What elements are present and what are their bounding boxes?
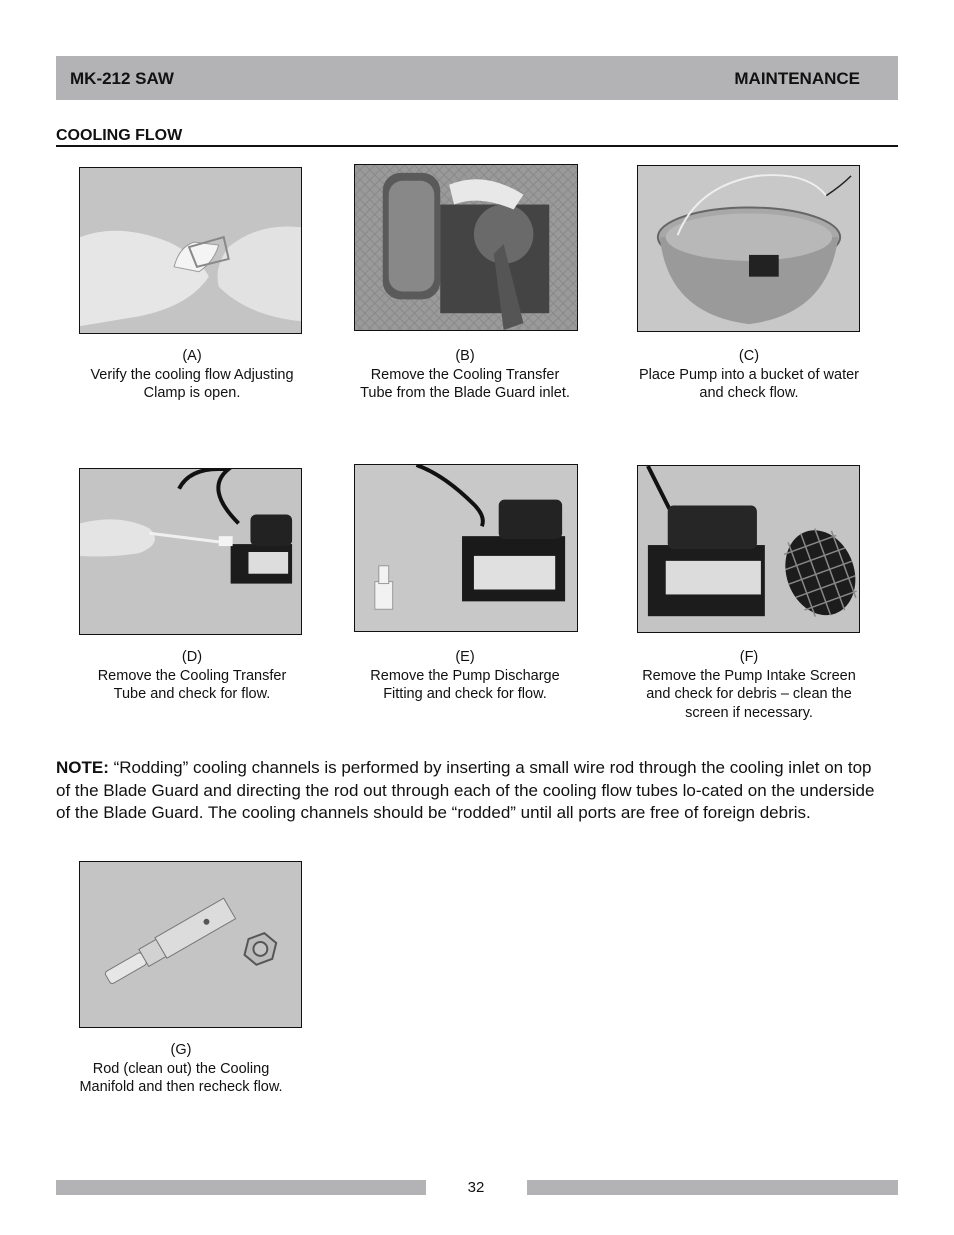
photo-c-pump-bucket [637, 165, 860, 332]
chapter-title: MAINTENANCE [734, 69, 860, 88]
photo-f-intake-screen [637, 465, 860, 633]
caption-a [56, 347, 328, 403]
footer-bar-right [527, 1180, 898, 1195]
note-label: NOTE: [56, 758, 109, 777]
caption-letter: (G) [170, 1042, 192, 1058]
caption-letter: (C) [738, 348, 760, 364]
caption-g [46, 1041, 316, 1097]
caption-line: Place Pump into a bucket of water [638, 366, 860, 383]
caption-line: Tube from the Blade Guard inlet. [360, 385, 570, 401]
caption-e [330, 648, 600, 704]
caption-line: and check for debris – clean the [646, 686, 852, 702]
caption-d [56, 648, 328, 704]
caption-c [614, 347, 884, 403]
caption-line: and check flow. [699, 385, 799, 401]
photo-g-cleanout-rod [79, 861, 302, 1028]
caption-line: Remove the Cooling Transfer [370, 366, 560, 383]
caption-line: Fitting and check for flow. [383, 686, 547, 702]
caption-line: Remove the Pump Discharge [370, 667, 560, 684]
caption-letter: (D) [181, 649, 203, 665]
caption-b [330, 347, 600, 403]
note-paragraph [56, 757, 886, 825]
page-number: 32 [467, 1179, 485, 1196]
caption-line: Remove the Cooling Transfer [97, 667, 287, 684]
section-divider [56, 145, 898, 147]
caption-letter: (A) [182, 348, 202, 364]
photo-a-hands-clamp [79, 167, 302, 334]
note-text: “Rodding” cooling channels is performed by inserting a small wire rod through the cooling inlet on top of the Blade Guard and directing the rod out through each of the cooling flow tubes lo-cated on the underside of the Blade Guard. The cooling channels should be “rodded” until all ports are free of foreign debris. [56, 758, 875, 822]
caption-line: Clamp is open. [143, 385, 241, 401]
caption-letter: (B) [455, 348, 475, 364]
header-bar [56, 56, 898, 100]
caption-line: Verify the cooling flow Adjusting [90, 366, 294, 383]
caption-f [614, 648, 884, 722]
caption-line: Rod (clean out) the Cooling [92, 1060, 270, 1077]
caption-line: screen if necessary. [685, 704, 813, 721]
caption-line: Manifold and then recheck flow. [79, 1079, 283, 1095]
footer-bar-left [56, 1180, 426, 1195]
caption-line: Remove the Pump Intake Screen [642, 667, 856, 684]
caption-line: Tube and check for flow. [113, 686, 271, 702]
photo-d-pump-tube [79, 468, 302, 635]
document-title: MK-212 SAW [70, 69, 174, 88]
caption-letter: (E) [455, 649, 475, 665]
caption-letter: (F) [739, 649, 759, 665]
section-title: COOLING FLOW [56, 127, 183, 144]
photo-e-pump-fitting [354, 464, 578, 632]
photo-b-blade-guard [354, 164, 578, 331]
